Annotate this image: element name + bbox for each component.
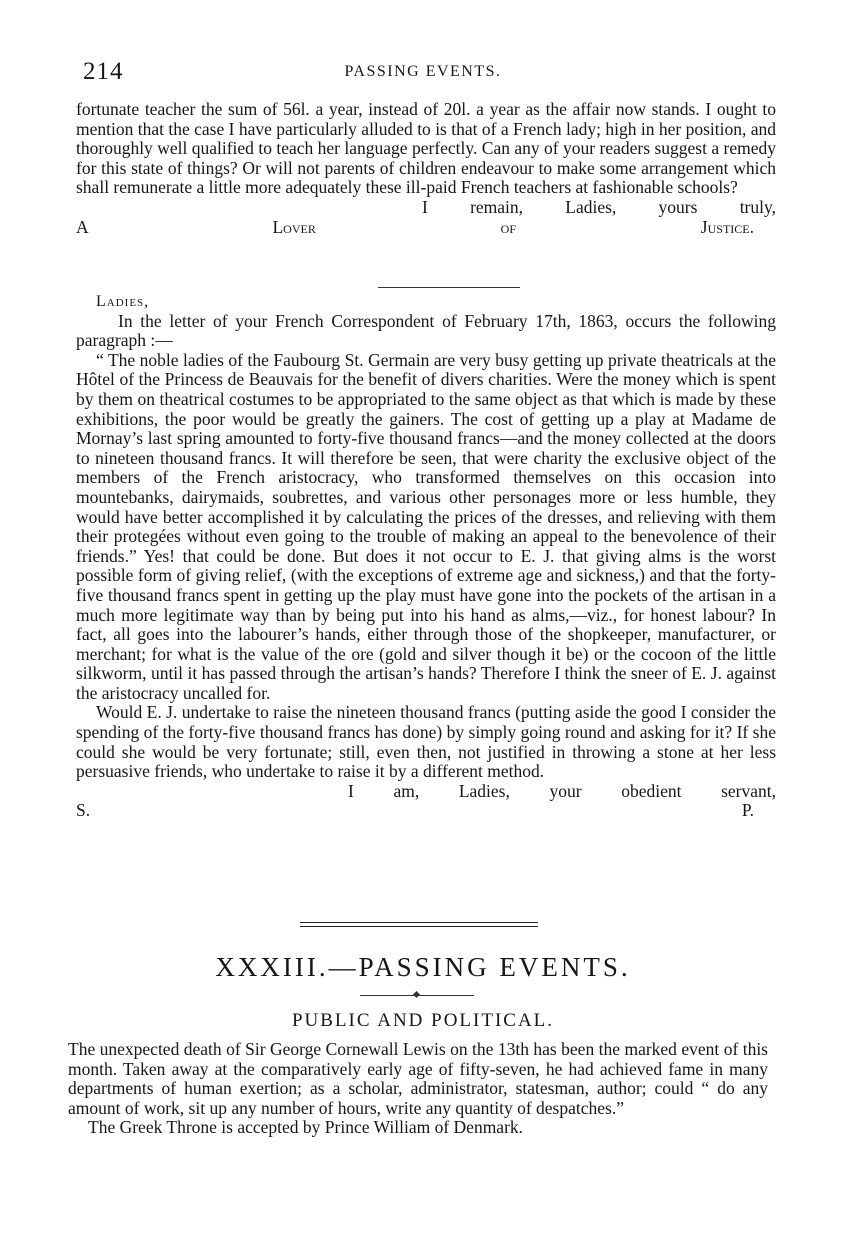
events-paragraph-greek-throne: The Greek Throne is accepted by Prince William of Denmark. [88, 1117, 524, 1138]
letter2 [76, 292, 776, 821]
section-double-rule [300, 922, 538, 927]
letter-continuation [76, 100, 776, 237]
separator-rule [378, 287, 520, 288]
letter2-signature: S. P. [76, 800, 754, 821]
letter2-intro: In the letter of your French Correspondent of February 17th, 1863, occurs the following paragraph :— [76, 310, 776, 351]
letter1-signature: A Lover of Justice. [76, 216, 754, 237]
section-subtitle: PUBLIC AND POLITICAL. [291, 1010, 555, 1031]
diamond-icon [413, 991, 420, 998]
letter2-quote-paragraph: “ The noble ladies of the Faubourg St. Germain are very busy getting up private theatricals at the Hôtel of the Princess de Beauvais for the benefit of divers charities. Were the money which is spent by them on theatrical costumes to be appropriated to the same object as that which is made by these exhibitions, the poor would be greatly the gainers. The cost of getting up a play at Madame de Mornay’s last spring amounted to forty-five thousand francs—and the money collected at the doors to nineteen thousand francs. It will therefore be seen, that were charity the exclusive object of the members of the French aristocracy, who transformed themselves on this occasion into mountebanks, dairymaids, soubrettes, and various other personages more or less humble, they would have better accomplished it by calculating the prices of the dresses, and relieving with them their protegées without even going to the trouble of making an appeal to the benevolence of their friends.” Yes! that could be done. But does it not occur to E. J. that giving alms is the worst possible form of giving relief, (with the exceptions of extreme age and sickness,) and that the forty-five thousand francs spent in getting up the play must have gone into the pockets of the artisan in a much more legitimate way than by being put into his hand as alms,—viz., for honest labour? In fact, all goes into the labourer’s hands, either through those of the shopkeeper, manufacturer, or merchant; for what is the value of the ore (gold and silver though it be) or the cocoon of the little silkworm, until it has passed through the artisan’s hands? Therefore I think the sneer of E. J. against the aristocracy uncalled for. [76, 349, 776, 703]
running-head: PASSING EVENTS. [344, 63, 502, 80]
letter1-paragraph: fortunate teacher the sum of 56l. a year, instead of 20l. a year as the affair now stands. I ought to mention that the case I have particularly alluded to is that of a French lady; high in her position, and thoroughly well qualified to teach her language perfectly. Can any of your readers suggest a remedy for this state of things? Or will not parents of children endeavour to make some arrangement which shall remunerate a little more adequately these ill-paid French teachers at fashionable schools? [76, 99, 776, 198]
letter2-salutation: Ladies, [96, 293, 150, 310]
page-number: 214 [83, 58, 124, 85]
letter2-final-paragraph: Would E. J. undertake to raise the nineteen thousand francs (putting aside the good I consider the spending of the forty-five thousand francs has done) by simply going round and asking for it? If she could she would be very fortunate; still, even then, not justified in throwing a stone at her less persuasive friends, who undertake to raise it by a different method. [76, 702, 776, 782]
passing-events-body [68, 1040, 768, 1138]
section-title: XXXIII.—PASSING EVENTS. [215, 952, 631, 982]
events-paragraph-lewis: The unexpected death of Sir George Cornewall Lewis on the 13th has been the marked event of this month. Taken away at the comparatively early age of fifty-seven, he had achieved fame in many departments of human exertion; as a scholar, administrator, statesman, author; could “ do any amount of work, sit up any number of hours, write any quantity of despatches.” [68, 1039, 768, 1118]
ornament-divider [360, 992, 474, 998]
letter1-closing: I remain, Ladies, yours truly, [422, 196, 776, 217]
page-header [83, 58, 763, 88]
letter2-closing: I am, Ladies, your obedient servant, [348, 780, 776, 801]
